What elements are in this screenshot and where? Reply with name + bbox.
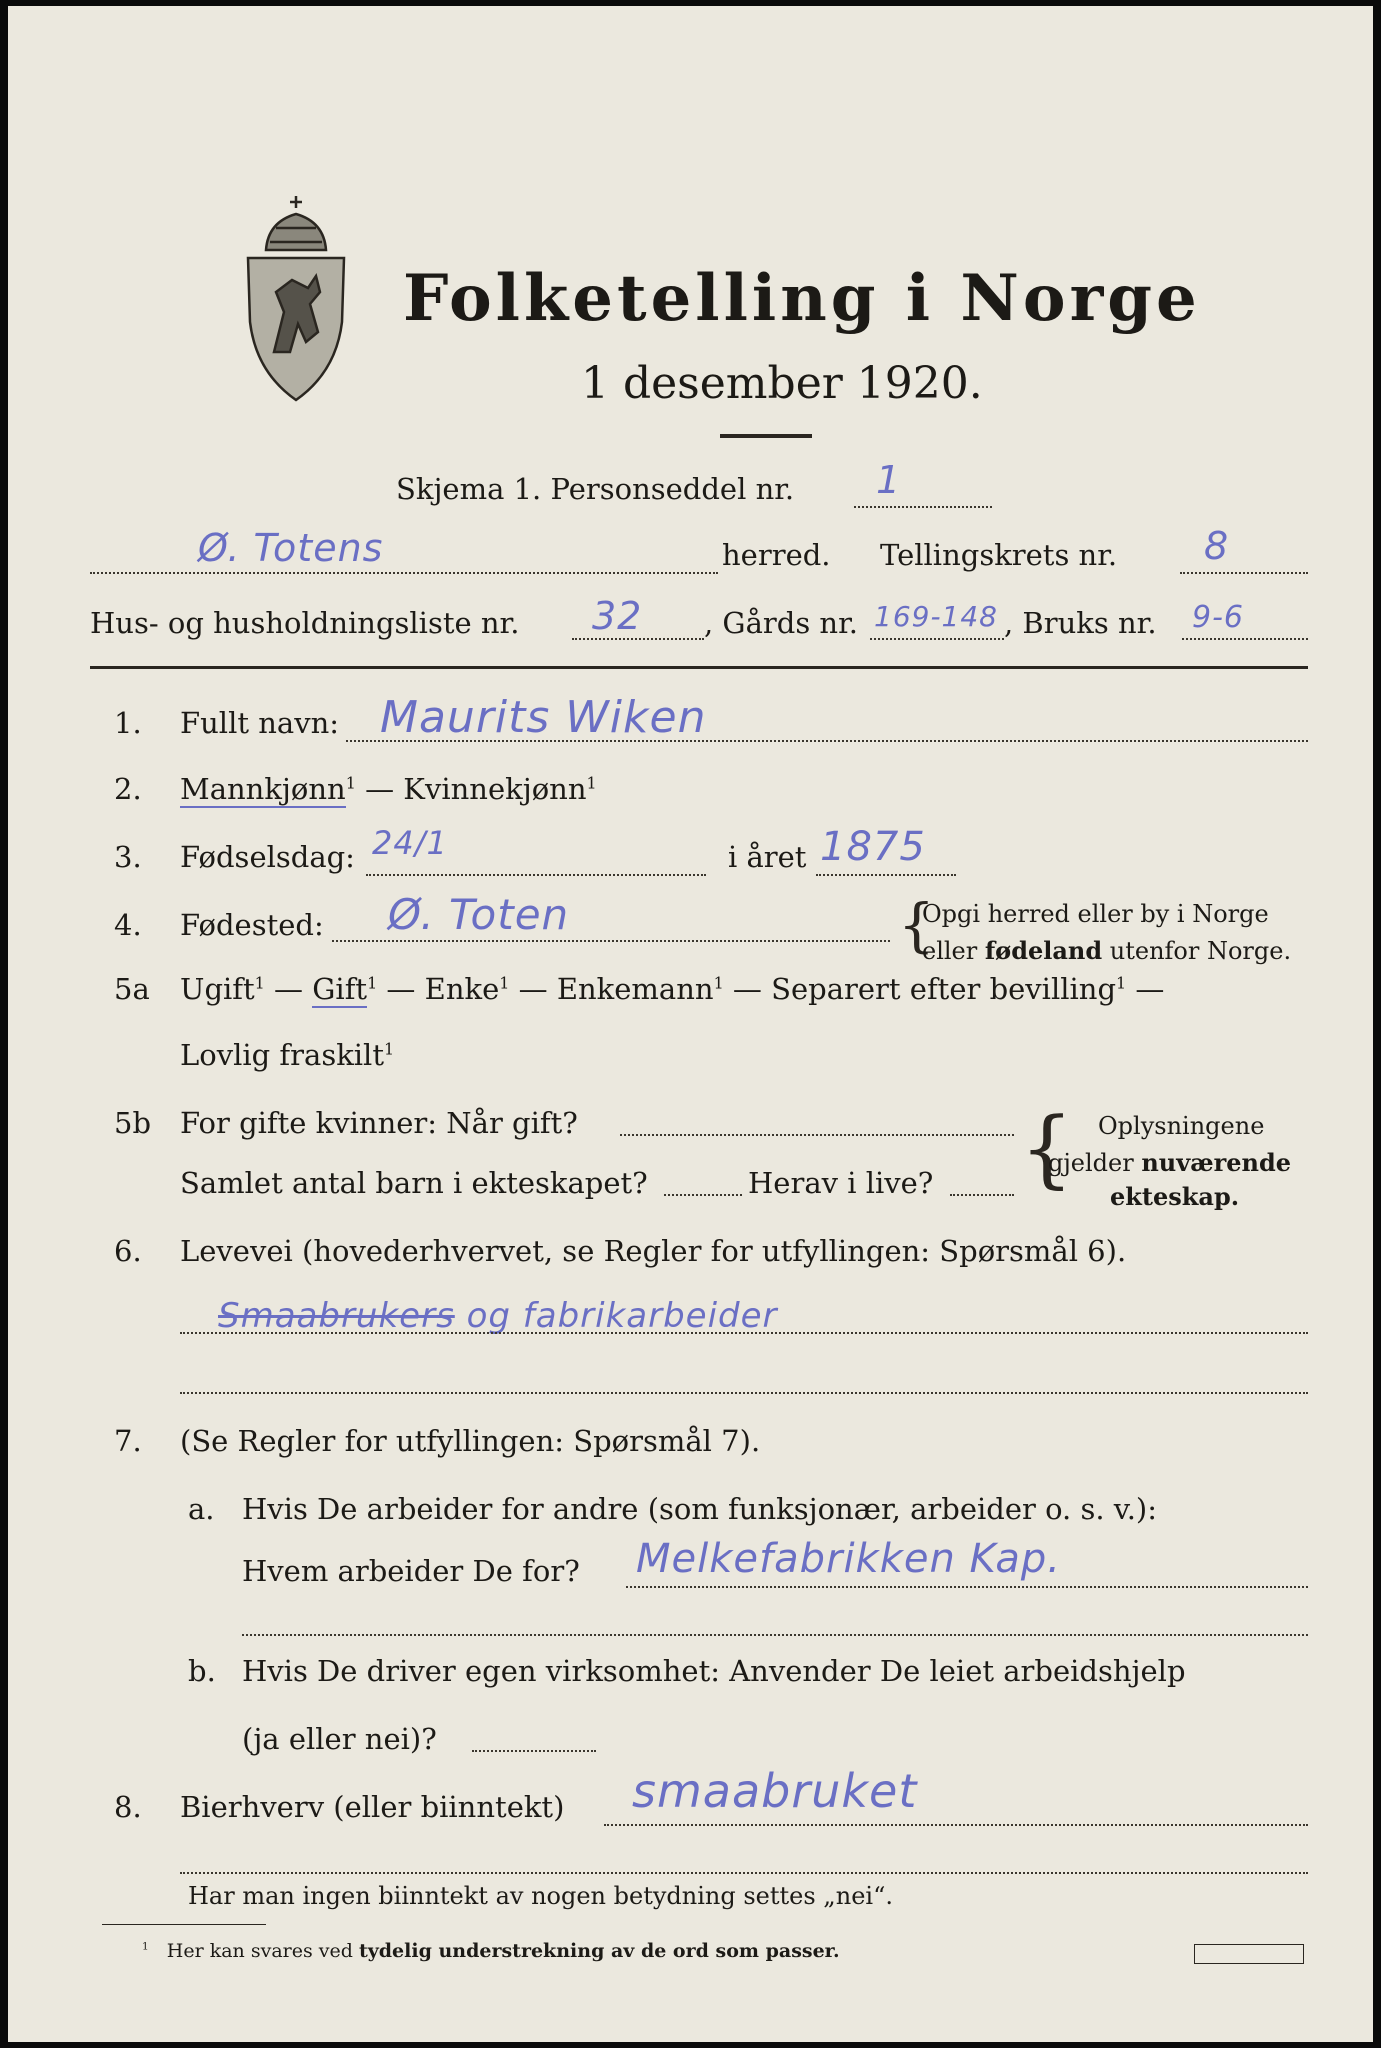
q5b-note-line1: Oplysningene [1098, 1112, 1265, 1140]
q7-label: (Se Regler for utfyllingen: Spørsmål 7). [180, 1424, 761, 1458]
q5b-number: 5b [114, 1106, 152, 1140]
q7b-question: (ja eller nei)? [242, 1722, 437, 1756]
q5a-number: 5a [114, 972, 150, 1006]
q7b-letter: b. [188, 1654, 216, 1688]
q7a-letter: a. [188, 1492, 215, 1526]
gards-label: , Gårds nr. [704, 606, 858, 640]
q4-number: 4. [114, 908, 142, 942]
q3-label: Fødselsdag: [180, 840, 355, 874]
gards-nr: 169-148 [874, 600, 998, 633]
q4-note-line2: eller fødeland utenfor Norge. [922, 936, 1292, 965]
header-divider [90, 666, 1308, 669]
q2-number: 2. [114, 772, 142, 806]
herred-line [90, 572, 718, 574]
birthday-line [366, 874, 706, 876]
q5b-label-alive: Herav i live? [748, 1166, 934, 1200]
printer-stamp [1194, 1944, 1304, 1964]
side-income-value: smaabruket [632, 1764, 918, 1818]
herred-label: herred. [722, 538, 831, 572]
norwegian-coat-of-arms-icon [236, 192, 356, 404]
tellingskrets-line [1180, 572, 1308, 574]
married-option: Gift [312, 972, 368, 1006]
side-income-line-2 [180, 1872, 1308, 1874]
occupation-line-2 [180, 1392, 1308, 1394]
full-name-value: Maurits Wiken [380, 692, 707, 743]
q5b-note-line2: gjelder nuværende [1048, 1148, 1292, 1177]
q7b-text: Hvis De driver egen virksomhet: Anvender De leiet arbeidshjelp [242, 1654, 1186, 1688]
q4-label: Fødested: [180, 908, 324, 942]
hired-help-line [472, 1750, 596, 1752]
employer-line-2 [242, 1634, 1308, 1636]
year-label: i året [728, 840, 807, 874]
q7-number: 7. [114, 1424, 142, 1458]
form-title: Folketelling i Norge [403, 261, 1201, 336]
gards-line [870, 638, 1004, 640]
personseddel-line [854, 506, 992, 508]
children-line [664, 1194, 742, 1196]
bruks-line [1182, 638, 1308, 640]
hus-label: Hus- og husholdningsliste nr. [90, 606, 520, 640]
q4-note-line1: Opgi herred eller by i Norge [922, 900, 1269, 928]
census-date: 1 desember 1920. [581, 358, 983, 409]
occupation-struck: Smaabrukers [218, 1296, 455, 1336]
gender-options: Mannkjønn$^1$ — Kvinnekjønn$^1$ [180, 772, 597, 806]
when-married-line [620, 1134, 1014, 1136]
male-option: Mannkjønn [180, 772, 346, 806]
q7a-question: Hvem arbeider De for? [242, 1554, 580, 1588]
census-form-page [8, 6, 1373, 2042]
birthplace-value: Ø. Toten [388, 890, 570, 939]
tellingskrets-nr: 8 [1204, 524, 1230, 568]
q3-number: 3. [114, 840, 142, 874]
q5b-label-when-married: For gifte kvinner: Når gift? [180, 1106, 578, 1140]
q6-number: 6. [114, 1234, 142, 1268]
bruks-label: , Bruks nr. [1004, 606, 1157, 640]
employer-line [626, 1586, 1308, 1588]
birth-year-value: 1875 [820, 824, 926, 870]
skjema-label: Skjema 1. Personseddel nr. [396, 472, 795, 506]
alive-line [950, 1194, 1014, 1196]
title-divider [720, 434, 812, 438]
q6-label: Levevei (hovederhvervet, se Regler for utfyllingen: Spørsmål 6). [180, 1234, 1127, 1268]
marital-status-options: Ugift$^1$ — Gift$^1$ — Enke$^1$ — Enkemann$^1$ — Separert efter bevilling$^1$ — [180, 972, 1165, 1006]
hus-line [572, 638, 704, 640]
q5b-brace: { [1020, 1099, 1074, 1197]
personseddel-nr: 1 [876, 458, 902, 502]
birthplace-line [332, 940, 890, 942]
side-income-line [604, 1824, 1308, 1826]
q7a-text: Hvis De arbeider for andre (som funksjonær, arbeider o. s. v.): [242, 1492, 1158, 1526]
female-option: Kvinnekjønn [403, 772, 587, 806]
bruks-nr: 9-6 [1192, 600, 1244, 635]
birthday-value: 24/1 [372, 824, 448, 862]
lovlig-fraskilt: Lovlig fraskilt$^1$ [180, 1038, 395, 1072]
occupation-value: Smaabrukers og fabrikarbeider [218, 1296, 778, 1336]
employer-value: Melkefabrikken Kap. [636, 1536, 1061, 1582]
occupation-line-1 [180, 1332, 1308, 1334]
q5b-note-line3: ekteskap. [1110, 1182, 1240, 1211]
footnote: $^1$ Her kan svares ved tydelig understrekning av de ord som passer. [142, 1940, 840, 1962]
tellingskrets-label: Tellingskrets nr. [880, 538, 1118, 572]
q8-label: Bierhverv (eller biinntekt) [180, 1790, 565, 1824]
q1-number: 1. [114, 706, 142, 740]
q1-label: Fullt navn: [180, 706, 340, 740]
hus-nr: 32 [592, 594, 643, 638]
herred-value: Ø. Totens [198, 526, 384, 570]
q5b-label-children: Samlet antal barn i ekteskapet? [180, 1166, 648, 1200]
footer-note: Har man ingen biinntekt av nogen betydning settes „nei“. [188, 1882, 893, 1910]
q8-number: 8. [114, 1790, 142, 1824]
q4-brace: { [898, 891, 935, 959]
year-line [816, 874, 956, 876]
footnote-rule [102, 1924, 266, 1925]
